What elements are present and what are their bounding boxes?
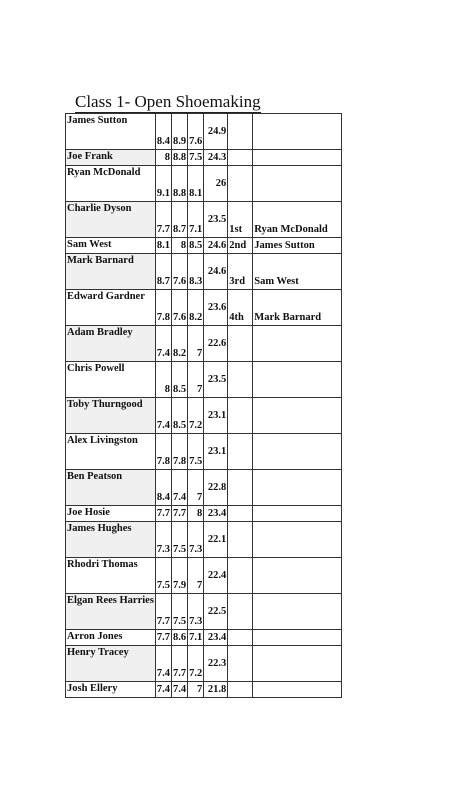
score-total: 24.6 — [204, 254, 228, 290]
score-2: 8.7 — [172, 202, 188, 238]
score-total: 22.5 — [204, 594, 228, 630]
placing-name — [253, 326, 342, 362]
placing — [228, 150, 253, 166]
table-row — [66, 594, 342, 630]
score-1: 7.7 — [155, 506, 171, 522]
score-2: 7.5 — [172, 594, 188, 630]
score-1: 7.3 — [155, 522, 171, 558]
placing-name — [253, 166, 342, 202]
placing — [228, 682, 253, 698]
competitor-name: James Hughes — [66, 522, 156, 558]
competitor-name: Henry Tracey — [66, 646, 156, 682]
score-2: 7.6 — [172, 290, 188, 326]
results-table — [65, 113, 342, 698]
placing-name — [253, 470, 342, 506]
score-1: 8.1 — [155, 238, 171, 254]
table-row — [66, 398, 342, 434]
table-row — [66, 470, 342, 506]
score-total: 24.3 — [204, 150, 228, 166]
placing — [228, 398, 253, 434]
score-1: 7.5 — [155, 558, 171, 594]
placing-name: James Sutton — [253, 238, 342, 254]
competitor-name: Rhodri Thomas — [66, 558, 156, 594]
score-3: 7.3 — [188, 522, 204, 558]
score-2: 8.9 — [172, 114, 188, 150]
score-2: 8.6 — [172, 630, 188, 646]
placing-name — [253, 506, 342, 522]
table-row — [66, 238, 342, 254]
competitor-name: Charlie Dyson — [66, 202, 156, 238]
score-1: 7.7 — [155, 594, 171, 630]
score-3: 7 — [188, 362, 204, 398]
score-total: 22.4 — [204, 558, 228, 594]
score-total: 22.3 — [204, 646, 228, 682]
competitor-name: Chris Powell — [66, 362, 156, 398]
score-1: 8 — [155, 150, 171, 166]
placing-name — [253, 398, 342, 434]
placing-name: Ryan McDonald — [253, 202, 342, 238]
score-3: 7.1 — [188, 202, 204, 238]
placing — [228, 434, 253, 470]
table-row — [66, 114, 342, 150]
placing — [228, 522, 253, 558]
competitor-name: Ryan McDonald — [66, 166, 156, 202]
score-total: 26 — [204, 166, 228, 202]
competitor-name: Alex Livingston — [66, 434, 156, 470]
table-row — [66, 202, 342, 238]
score-1: 7.8 — [155, 434, 171, 470]
score-3: 8.5 — [188, 238, 204, 254]
score-2: 8.8 — [172, 150, 188, 166]
score-3: 7 — [188, 558, 204, 594]
placing — [228, 594, 253, 630]
competitor-name: Joe Hosie — [66, 506, 156, 522]
score-total: 24.6 — [204, 238, 228, 254]
score-3: 7 — [188, 470, 204, 506]
competitor-name: Mark Barnard — [66, 254, 156, 290]
score-total: 23.4 — [204, 630, 228, 646]
score-1: 7.4 — [155, 682, 171, 698]
score-2: 8.5 — [172, 362, 188, 398]
table-row — [66, 522, 342, 558]
score-2: 8 — [172, 238, 188, 254]
placing-name — [253, 114, 342, 150]
score-3: 7.5 — [188, 150, 204, 166]
table-row — [66, 290, 342, 326]
score-3: 7.2 — [188, 398, 204, 434]
placing — [228, 326, 253, 362]
score-total: 23.4 — [204, 506, 228, 522]
score-2: 8.5 — [172, 398, 188, 434]
score-3: 8.3 — [188, 254, 204, 290]
table-row — [66, 254, 342, 290]
competitor-name: Joe Frank — [66, 150, 156, 166]
placing-name — [253, 558, 342, 594]
score-3: 7.3 — [188, 594, 204, 630]
competitor-name: Josh Ellery — [66, 682, 156, 698]
table-row — [66, 682, 342, 698]
placing-name — [253, 522, 342, 558]
score-1: 7.7 — [155, 202, 171, 238]
competitor-name: Adam Bradley — [66, 326, 156, 362]
placing: 2nd — [228, 238, 253, 254]
score-2: 8.2 — [172, 326, 188, 362]
placing — [228, 470, 253, 506]
placing — [228, 506, 253, 522]
score-1: 8.4 — [155, 470, 171, 506]
score-1: 7.7 — [155, 630, 171, 646]
competitor-name: Toby Thurngood — [66, 398, 156, 434]
score-3: 7.2 — [188, 646, 204, 682]
placing-name — [253, 362, 342, 398]
competitor-name: Arron Jones — [66, 630, 156, 646]
competitor-name: Elgan Rees Harries — [66, 594, 156, 630]
score-1: 9.1 — [155, 166, 171, 202]
score-total: 23.5 — [204, 202, 228, 238]
score-2: 7.8 — [172, 434, 188, 470]
score-2: 7.6 — [172, 254, 188, 290]
score-1: 7.4 — [155, 326, 171, 362]
table-row — [66, 150, 342, 166]
placing-name — [253, 150, 342, 166]
competitor-name: Ben Peatson — [66, 470, 156, 506]
score-3: 7 — [188, 682, 204, 698]
score-1: 7.8 — [155, 290, 171, 326]
score-1: 8.7 — [155, 254, 171, 290]
competitor-name: Sam West — [66, 238, 156, 254]
score-total: 23.6 — [204, 290, 228, 326]
placing — [228, 558, 253, 594]
score-1: 8 — [155, 362, 171, 398]
score-total: 24.9 — [204, 114, 228, 150]
table-row — [66, 630, 342, 646]
placing — [228, 114, 253, 150]
placing — [228, 166, 253, 202]
competitor-name: James Sutton — [66, 114, 156, 150]
table-row — [66, 506, 342, 522]
table-row — [66, 558, 342, 594]
score-1: 8.4 — [155, 114, 171, 150]
placing — [228, 362, 253, 398]
placing: 4th — [228, 290, 253, 326]
placing-name — [253, 646, 342, 682]
score-2: 8.8 — [172, 166, 188, 202]
score-2: 7.5 — [172, 522, 188, 558]
placing-name — [253, 434, 342, 470]
score-3: 7.5 — [188, 434, 204, 470]
score-2: 7.9 — [172, 558, 188, 594]
score-3: 7 — [188, 326, 204, 362]
page-title: Class 1- Open Shoemaking — [75, 92, 261, 111]
score-total: 23.5 — [204, 362, 228, 398]
table-row — [66, 434, 342, 470]
placing-name — [253, 630, 342, 646]
score-3: 7.6 — [188, 114, 204, 150]
placing-name — [253, 682, 342, 698]
placing — [228, 646, 253, 682]
score-2: 7.7 — [172, 506, 188, 522]
table-row — [66, 362, 342, 398]
score-3: 8.1 — [188, 166, 204, 202]
score-total: 22.6 — [204, 326, 228, 362]
score-2: 7.7 — [172, 646, 188, 682]
placing: 1st — [228, 202, 253, 238]
placing-name — [253, 594, 342, 630]
score-total: 22.8 — [204, 470, 228, 506]
score-total: 22.1 — [204, 522, 228, 558]
table-row — [66, 646, 342, 682]
placing-name: Sam West — [253, 254, 342, 290]
score-3: 8 — [188, 506, 204, 522]
score-total: 23.1 — [204, 434, 228, 470]
placing-name: Mark Barnard — [253, 290, 342, 326]
score-2: 7.4 — [172, 682, 188, 698]
score-1: 7.4 — [155, 646, 171, 682]
score-total: 23.1 — [204, 398, 228, 434]
score-3: 7.1 — [188, 630, 204, 646]
competitor-name: Edward Gardner — [66, 290, 156, 326]
table-row — [66, 166, 342, 202]
placing: 3rd — [228, 254, 253, 290]
score-1: 7.4 — [155, 398, 171, 434]
placing — [228, 630, 253, 646]
score-2: 7.4 — [172, 470, 188, 506]
table-row — [66, 326, 342, 362]
score-3: 8.2 — [188, 290, 204, 326]
score-total: 21.8 — [204, 682, 228, 698]
